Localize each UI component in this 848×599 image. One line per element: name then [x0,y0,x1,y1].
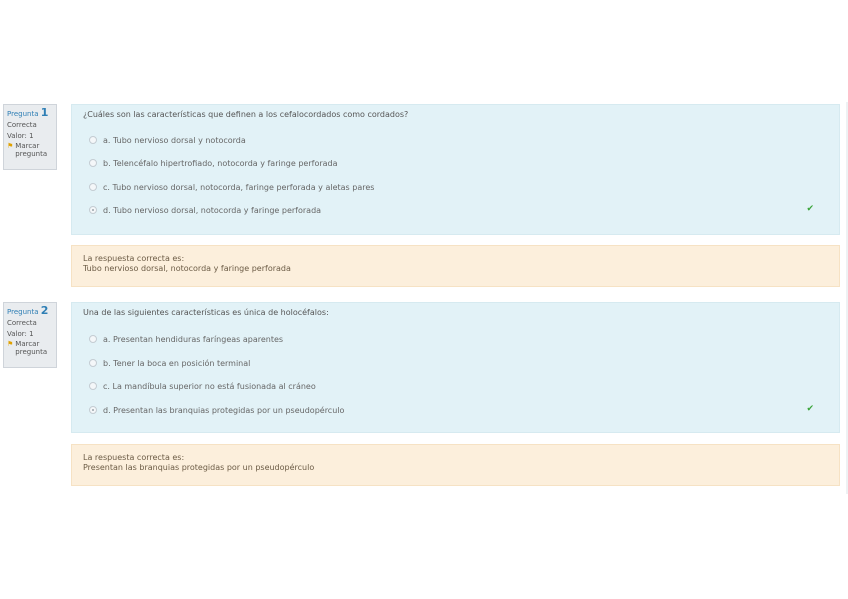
question-number-value: 1 [40,106,49,119]
answer-label: b. Tener la boca en posición terminal [103,358,251,368]
answer-radio[interactable] [89,382,97,390]
feedback-heading: La respuesta correcta es: [83,453,185,462]
question-info [3,104,57,170]
correct-answer-feedback [71,245,840,287]
check-icon: ✔ [806,204,814,214]
flag-question-button[interactable] [7,340,53,356]
answer-radio-selected[interactable] [89,406,97,414]
answer-option-selected[interactable] [89,203,829,217]
answer-label: b. Telencéfalo hipertrofiado, notocorda y faringe perforada [103,158,338,168]
question-label: Pregunta [7,110,39,118]
question-text: ¿Cuáles son las características que definen a los cefalocordados como cordados? [83,110,409,119]
question-state: Correcta [7,319,37,327]
question-score: Valor: 1 [7,330,34,338]
answer-option[interactable] [89,180,829,194]
feedback-answer: Presentan las branquias protegidas por un pseudopérculo [83,463,315,472]
question-number [7,107,53,120]
answer-option[interactable] [89,133,829,147]
answer-label: d. Presentan las branquias protegidas por un pseudopérculo [103,405,345,415]
question-number [7,305,53,318]
flag-label: Marcar pregunta [15,340,48,356]
answer-option[interactable] [89,332,829,346]
answer-radio[interactable] [89,183,97,191]
answer-radio-selected[interactable] [89,206,97,214]
question-score: Valor: 1 [7,132,34,140]
answer-radio[interactable] [89,335,97,343]
question-text: Una de las siguientes características es única de holocéfalos: [83,308,329,317]
question-formulation [71,302,840,433]
check-icon: ✔ [806,404,814,414]
answer-radio[interactable] [89,159,97,167]
answer-radio[interactable] [89,136,97,144]
answer-label: a. Tubo nervioso dorsal y notocorda [103,135,246,145]
question-info [3,302,57,368]
answer-option[interactable] [89,156,829,170]
question-formulation [71,104,840,235]
flag-icon: ⚑ [7,142,14,150]
answer-label: a. Presentan hendiduras faríngeas aparentes [103,334,284,344]
question-number-value: 2 [40,304,49,317]
correct-answer-feedback [71,444,840,486]
answer-label: c. La mandíbula superior no está fusionada al cráneo [103,381,316,391]
question-label: Pregunta [7,308,39,316]
question-state: Correcta [7,121,37,129]
feedback-heading: La respuesta correcta es: [83,254,185,263]
answer-label: c. Tubo nervioso dorsal, notocorda, faringe perforada y aletas pares [103,182,375,192]
answer-radio[interactable] [89,359,97,367]
flag-label: Marcar pregunta [15,142,48,158]
answer-option-selected[interactable] [89,403,829,417]
flag-question-button[interactable] [7,142,53,158]
answer-label: d. Tubo nervioso dorsal, notocorda y faringe perforada [103,205,322,215]
feedback-answer: Tubo nervioso dorsal, notocorda y faringe perforada [83,264,291,273]
flag-icon: ⚑ [7,340,14,348]
answer-option[interactable] [89,379,829,393]
answer-option[interactable] [89,356,829,370]
